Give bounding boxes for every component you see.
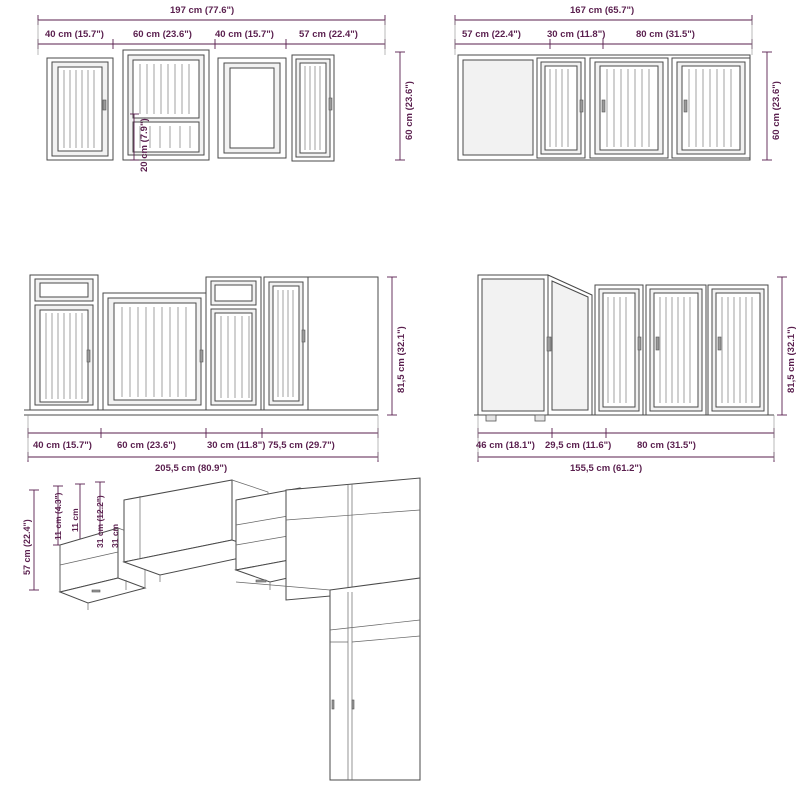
dim-bottom-detail-2: 11 cm [70,508,80,532]
dim-top-right-seg-2: 80 cm (31.5") [636,29,695,40]
dim-mid-left-seg-1: 60 cm (23.6") [117,440,176,451]
dim-bottom-detail-0: 11 cm (4.3") [53,492,63,540]
dim-top-left-height: 60 cm (23.6") [404,81,415,140]
panel-wall-cabinets-side-view [430,0,800,190]
base-cabinets-front-svg [0,255,400,470]
dim-mid-right-overall: 155,5 cm (61.2") [570,463,643,474]
dim-top-left-overall: 197 cm (77.6") [170,5,235,16]
dim-top-right-seg-0: 57 cm (22.4") [462,29,521,40]
dim-bottom-detail-1: 31 cm (12.2") [95,495,105,548]
dim-mid-right-seg-1: 29,5 cm (11.6") [545,440,612,451]
dim-bottom-height: 57 cm (22.4") [22,519,32,575]
dim-top-right-seg-1: 30 cm (11.8") [547,29,606,40]
panel-wall-cabinets-front-view [0,0,415,190]
panel-base-cabinets-corner-view [430,255,800,474]
dim-mid-left-height: 81,5 cm (32.1") [396,326,407,393]
dim-mid-right-height: 81,5 cm (32.1") [786,326,797,393]
dim-top-left-seg-0: 40 cm (15.7") [45,29,104,40]
dim-top-right-overall: 167 cm (65.7") [570,5,635,16]
dim-top-left-inner: 20 cm (7.9") [139,118,150,172]
dim-top-left-seg-2: 40 cm (15.7") [215,29,274,40]
dim-mid-right-seg-0: 46 cm (18.1") [476,440,535,451]
dim-top-left-seg-3: 57 cm (22.4") [299,29,358,40]
dim-top-right-height: 60 cm (23.6") [771,81,782,140]
dim-bottom-detail-3: 31 cm [110,523,120,548]
dim-mid-left-overall: 205,5 cm (80.9") [155,463,228,474]
panel-base-cabinets-front-view [0,255,407,474]
dim-mid-left-seg-2: 30 cm (11.8") [207,440,266,451]
base-cabinets-corner-svg [430,255,800,470]
dim-mid-left-seg-0: 40 cm (15.7") [33,440,92,451]
dim-mid-left-seg-3: 75,5 cm (29.7") [268,440,335,451]
panel-exploded-perspective-view [0,470,800,800]
exploded-perspective-svg [0,470,800,800]
dim-mid-right-seg-2: 80 cm (31.5") [637,440,696,451]
dim-top-left-seg-1: 60 cm (23.6") [133,29,192,40]
